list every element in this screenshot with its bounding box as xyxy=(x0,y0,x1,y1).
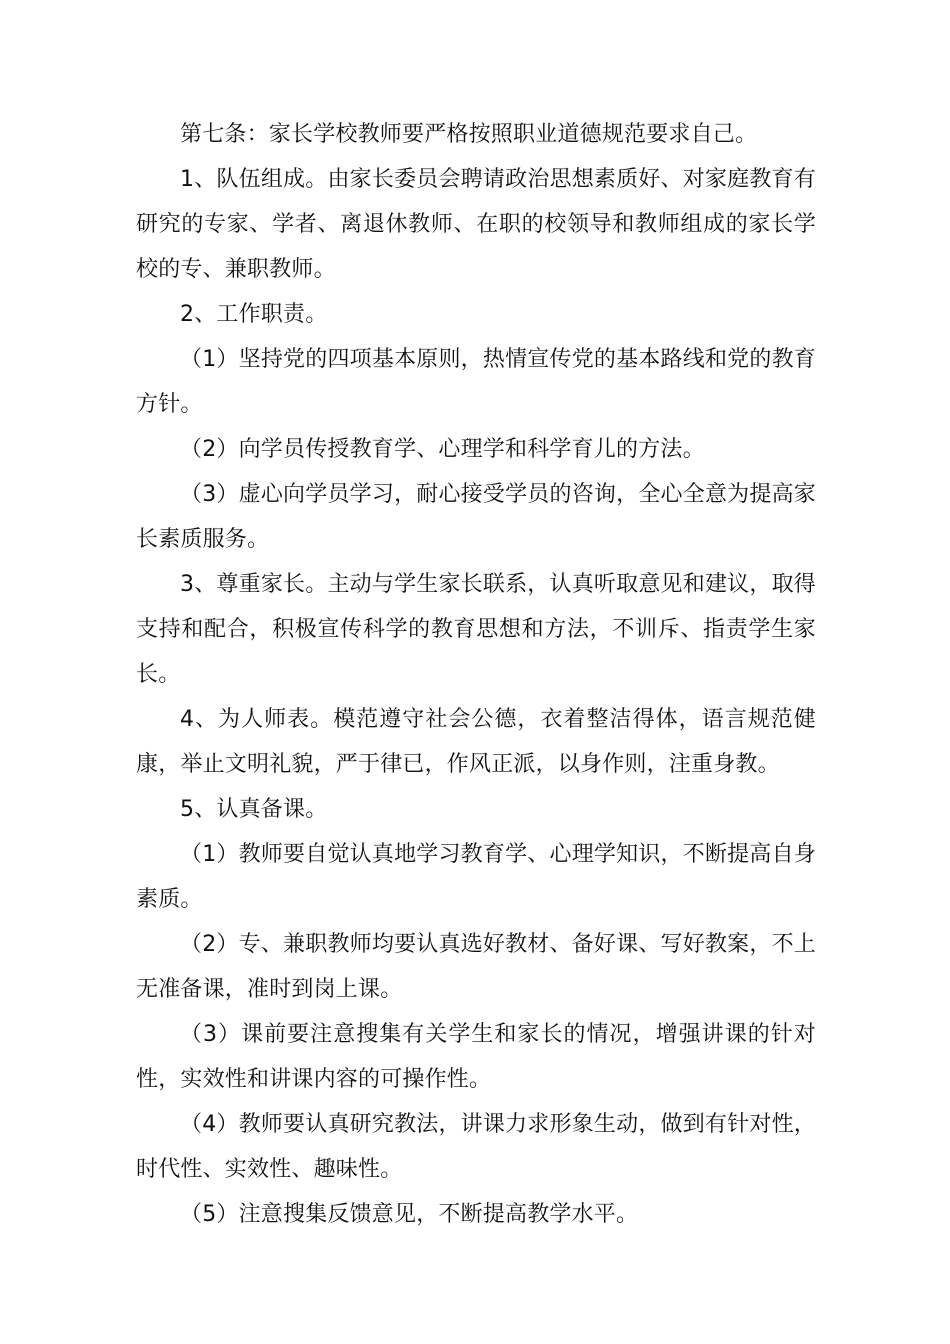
paragraph-role-model: 4、为人师表。模范遵守社会公德，衣着整洁得体，语言规范健康，举止文明礼貌，严于律已，作风正派，以身作则，注重身教。 xyxy=(136,707,816,777)
paragraph-respect-parents: 3、尊重家长。主动与学生家长联系，认真听取意见和建议，取得支持和配合，积极宣传科学的教育思想和方法，不训斥、指责学生家长。 xyxy=(136,572,816,687)
paragraph-lesson-prep: 5、认真备课。 xyxy=(180,797,328,822)
paragraph-prep-1: （1）教师要自觉认真地学习教育学、心理学知识，不断提高自身素质。 xyxy=(136,842,816,912)
paragraph-duty-3: （3）虚心向学员学习，耐心接受学员的咨询，全心全意为提高家长素质服务。 xyxy=(136,482,816,552)
paragraph-work-duties: 2、工作职责。 xyxy=(180,302,328,327)
paragraph-team-composition: 1、队伍组成。由家长委员会聘请政治思想素质好、对家庭教育有研究的专家、学者、离退休教师、在职的校领导和教师组成的家长学校的专、兼职教师。 xyxy=(136,167,816,282)
document-body xyxy=(136,112,816,1237)
paragraph-duty-2: （2）向学员传授教育学、心理学和科学育儿的方法。 xyxy=(180,437,705,462)
paragraph-prep-4: （4）教师要认真研究教法，讲课力求形象生动，做到有针对性，时代性、实效性、趣味性。 xyxy=(136,1112,816,1182)
paragraph-prep-3: （3）课前要注意搜集有关学生和家长的情况，增强讲课的针对性，实效性和讲课内容的可操作性。 xyxy=(136,1022,816,1092)
paragraph-prep-2: （2）专、兼职教师均要认真选好教材、备好课、写好教案，不上无准备课，准时到岗上课。 xyxy=(136,932,816,1002)
paragraph-duty-1: （1）坚持党的四项基本原则，热情宣传党的基本路线和党的教育方针。 xyxy=(136,347,816,417)
paragraph-prep-5: （5）注意搜集反馈意见，不断提高教学水平。 xyxy=(180,1202,639,1227)
article-seven-heading: 第七条：家长学校教师要严格按照职业道德规范要求自己。 xyxy=(180,122,758,147)
